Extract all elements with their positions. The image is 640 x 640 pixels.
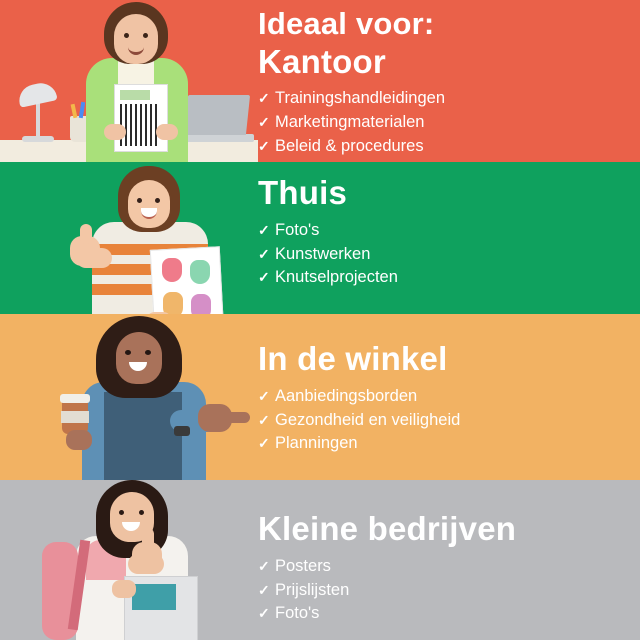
thumb-icon: [80, 224, 92, 244]
check-icon: ✓: [258, 581, 270, 598]
person-hand-right: [156, 124, 178, 140]
section-heading-kleine-bedrijven: Kleine bedrijven: [258, 510, 517, 547]
list-item: [258, 602, 640, 626]
list-item: [258, 243, 640, 267]
handprint-icon: [163, 292, 183, 314]
list-item: [258, 135, 640, 159]
section-heading-thuis: Thuis: [258, 174, 347, 211]
check-icon: ✓: [258, 557, 270, 574]
check-icon: ✓: [258, 387, 270, 404]
list-item: [258, 219, 640, 243]
list-item: [258, 555, 640, 579]
check-icon: ✓: [258, 435, 270, 452]
section-heading-kantoor: Kantoor: [258, 42, 386, 80]
list-item: [258, 409, 640, 433]
handprint-artwork: [150, 246, 224, 314]
person-hand-left: [104, 124, 126, 140]
list-item-label: Gezondheid en veiligheid: [275, 410, 461, 429]
section-kleine-bedrijven: [0, 480, 640, 640]
list-item-label: Aanbiedingsborden: [275, 386, 418, 405]
list-item-label: Prijslijsten: [275, 580, 350, 599]
list-item-label: Beleid & procedures: [275, 137, 424, 156]
pointing-finger-icon: [224, 412, 250, 423]
list-item-label: Marketingmaterialen: [275, 113, 425, 132]
person-eye-left: [119, 510, 124, 515]
person-eye-right: [155, 198, 160, 203]
section-thuis: [0, 162, 640, 314]
person-face: [116, 332, 162, 384]
section-heading-in-de-winkel: In de winkel: [258, 340, 448, 377]
photo-woman-yoga-mat: [0, 480, 258, 640]
person-eye-right: [139, 510, 144, 515]
list-item-label: Kunstwerken: [275, 244, 371, 263]
person-eye-left: [124, 33, 129, 38]
check-icon: ✓: [258, 411, 270, 428]
handprint-icon: [191, 294, 211, 314]
person-eye-left: [125, 350, 131, 355]
document-header-block: [120, 90, 150, 100]
coffee-cup-lid: [60, 394, 90, 403]
person-face: [114, 14, 158, 64]
check-icon: ✓: [258, 221, 270, 238]
list-item-label: Posters: [275, 556, 331, 575]
list-item-label: Planningen: [275, 434, 358, 453]
list-item-label: Knutselprojecten: [275, 268, 398, 287]
check-icon: ✓: [258, 269, 270, 286]
list-item: [258, 266, 640, 290]
check-icon: ✓: [258, 605, 270, 622]
section-kantoor: [0, 0, 640, 162]
list-item: [258, 385, 640, 409]
text-block-in-de-winkel: [258, 314, 640, 456]
list-item: [258, 432, 640, 456]
check-icon: ✓: [258, 90, 270, 107]
check-icon: ✓: [258, 245, 270, 262]
person-eye-left: [137, 198, 142, 203]
list-item: [258, 87, 640, 111]
person-hand-holding-cup: [66, 430, 92, 450]
list-item: [258, 111, 640, 135]
person-apron: [104, 392, 182, 480]
person-face: [128, 180, 170, 228]
list-item-label: Foto's: [275, 604, 320, 623]
document-text-lines: [120, 104, 160, 146]
text-block-thuis: [258, 162, 640, 290]
list-item: [258, 579, 640, 603]
wristwatch-icon: [174, 426, 190, 436]
check-icon: ✓: [258, 138, 270, 155]
handprint-icon: [190, 260, 210, 284]
photo-office-woman: [0, 0, 258, 162]
thumb-icon: [142, 528, 154, 550]
lamp-head-icon: [16, 80, 57, 107]
laptop-screen-icon: [184, 95, 250, 135]
person-eye-right: [143, 33, 148, 38]
photo-girl-artwork: [0, 162, 258, 314]
list-item-label: Trainingshandleidingen: [275, 89, 446, 108]
photo-barista-pointing: [0, 314, 258, 480]
bullet-list-kantoor: [258, 87, 640, 159]
list-item-label: Foto's: [275, 220, 320, 239]
check-icon: ✓: [258, 114, 270, 131]
person-hand-holding-bag: [112, 580, 136, 598]
bullet-list-thuis: [258, 219, 640, 291]
handprint-icon: [162, 258, 182, 282]
coffee-cup-sleeve: [61, 411, 89, 423]
bullet-list-in-de-winkel: [258, 385, 640, 457]
person-eye-right: [145, 350, 151, 355]
bullet-list-kleine-bedrijven: [258, 555, 640, 627]
section-in-de-winkel: [0, 314, 640, 480]
text-block-kantoor: [258, 0, 640, 159]
page-title: Ideaal voor:: [258, 6, 435, 41]
text-block-kleine-bedrijven: [258, 480, 640, 626]
bag-label: [132, 584, 176, 610]
